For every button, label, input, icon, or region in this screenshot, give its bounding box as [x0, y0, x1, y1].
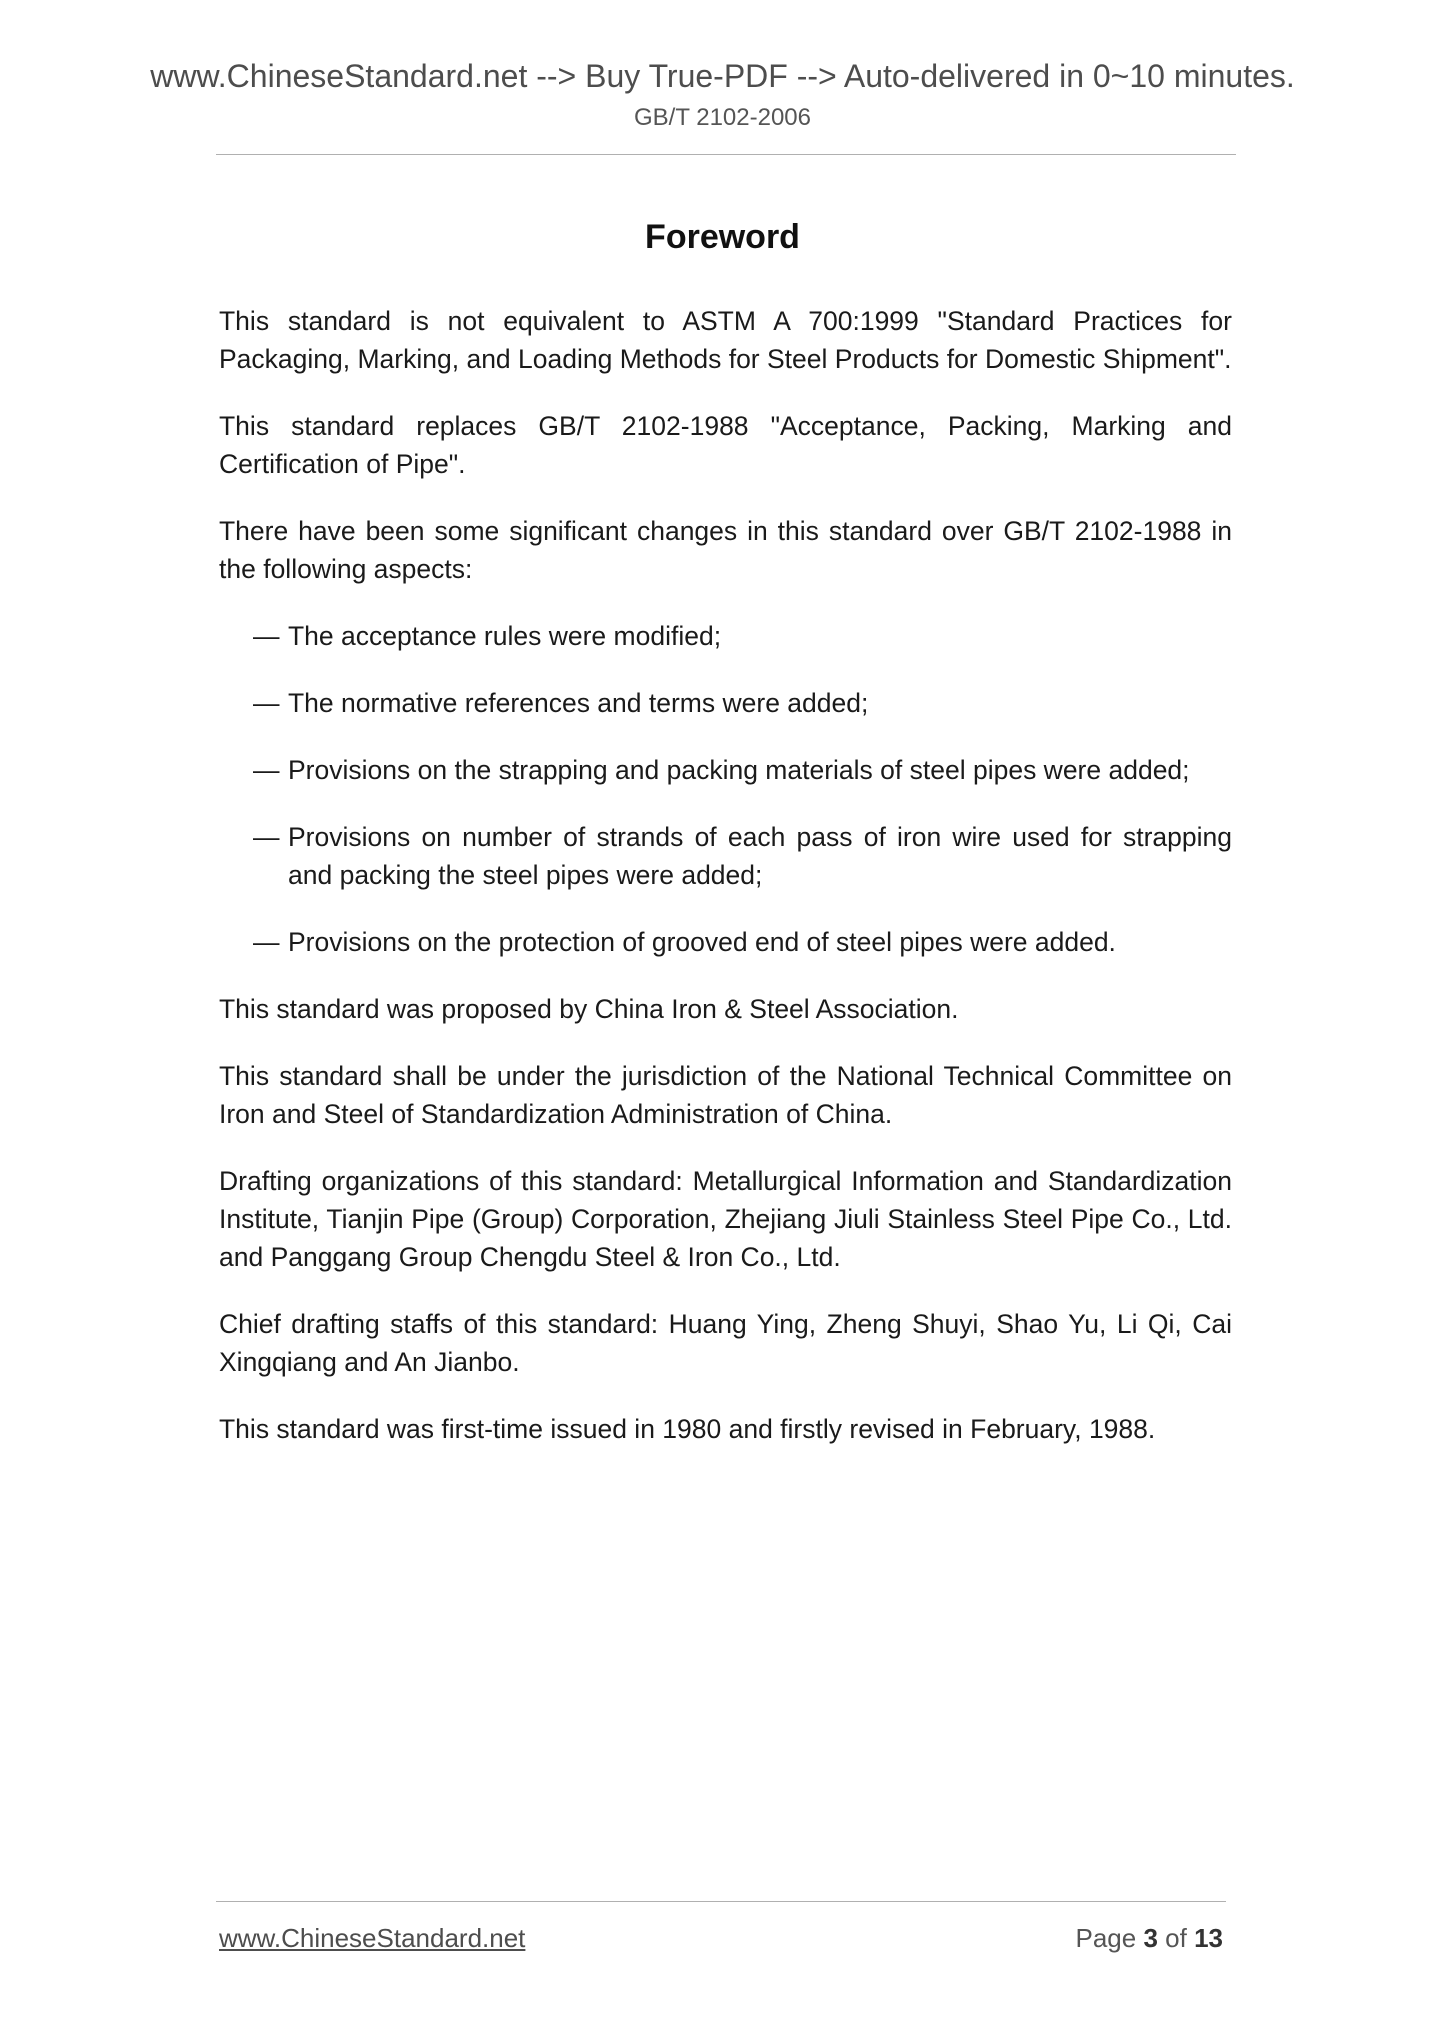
list-item-text: Provisions on number of strands of each pass of iron wire used for strapping and packing the steel pipes were added; [288, 822, 1232, 890]
footer-divider [216, 1901, 1226, 1902]
dash-marker: — [253, 927, 280, 957]
page-title: Foreword [645, 218, 800, 256]
dash-marker: — [253, 621, 280, 651]
list-item [219, 923, 1232, 961]
standard-code: GB/T 2102-2006 [633, 104, 811, 131]
list-item [219, 617, 1232, 655]
list-item-text: Provisions on the strapping and packing materials of steel pipes were added; [288, 755, 1190, 785]
list-item-text: Provisions on the protection of grooved end of steel pipes were added. [288, 927, 1116, 957]
document-body [219, 302, 1232, 1477]
list-item [219, 818, 1232, 894]
paragraph: This standard shall be under the jurisdiction of the National Technical Committee on Iron and Steel of Standardization Administration of China. [219, 1061, 1232, 1129]
page-of: of [1165, 1923, 1187, 1953]
paragraph: Drafting organizations of this standard: Metallurgical Information and Standardization Institute, Tianjin Pipe (Group) Corporation, Zhejiang Jiuli Stainless Steel Pipe Co., Ltd. and Panggang Group Chengdu Steel & Iron Co., Ltd. [219, 1166, 1232, 1272]
list-item-text: The normative references and terms were added; [288, 688, 869, 718]
paragraph: This standard is not equivalent to ASTM A 700:1999 "Standard Practices for Packaging, Marking, and Loading Methods for Steel Products for Domestic Shipment". [219, 306, 1232, 374]
header-divider [216, 154, 1236, 155]
paragraph: This standard was proposed by China Iron & Steel Association. [219, 994, 959, 1024]
footer-website-link[interactable]: www.ChineseStandard.net [219, 1923, 526, 1953]
dash-marker: — [253, 688, 280, 718]
dash-marker: — [253, 822, 280, 852]
list-item [219, 684, 1232, 722]
changes-list [219, 617, 1232, 961]
dash-marker: — [253, 755, 280, 785]
paragraph: There have been some significant changes in this standard over GB/T 2102-1988 in the following aspects: [219, 516, 1232, 584]
page-total: 13 [1194, 1923, 1223, 1953]
paragraph: Chief drafting staffs of this standard: Huang Ying, Zheng Shuyi, Shao Yu, Li Qi, Cai Xingqiang and An Jianbo. [219, 1309, 1232, 1377]
page-current: 3 [1143, 1923, 1158, 1953]
list-item [219, 751, 1232, 789]
list-item-text: The acceptance rules were modified; [288, 621, 722, 651]
page-label: Page [1075, 1923, 1137, 1953]
paragraph: This standard replaces GB/T 2102-1988 "Acceptance, Packing, Marking and Certification of Pipe". [219, 411, 1232, 479]
header-banner: www.ChineseStandard.net --> Buy True-PDF --> Auto-delivered in 0~10 minutes. [150, 58, 1295, 94]
paragraph: This standard was first-time issued in 1980 and firstly revised in February, 1988. [219, 1414, 1156, 1444]
page-number [1075, 1922, 1223, 1954]
